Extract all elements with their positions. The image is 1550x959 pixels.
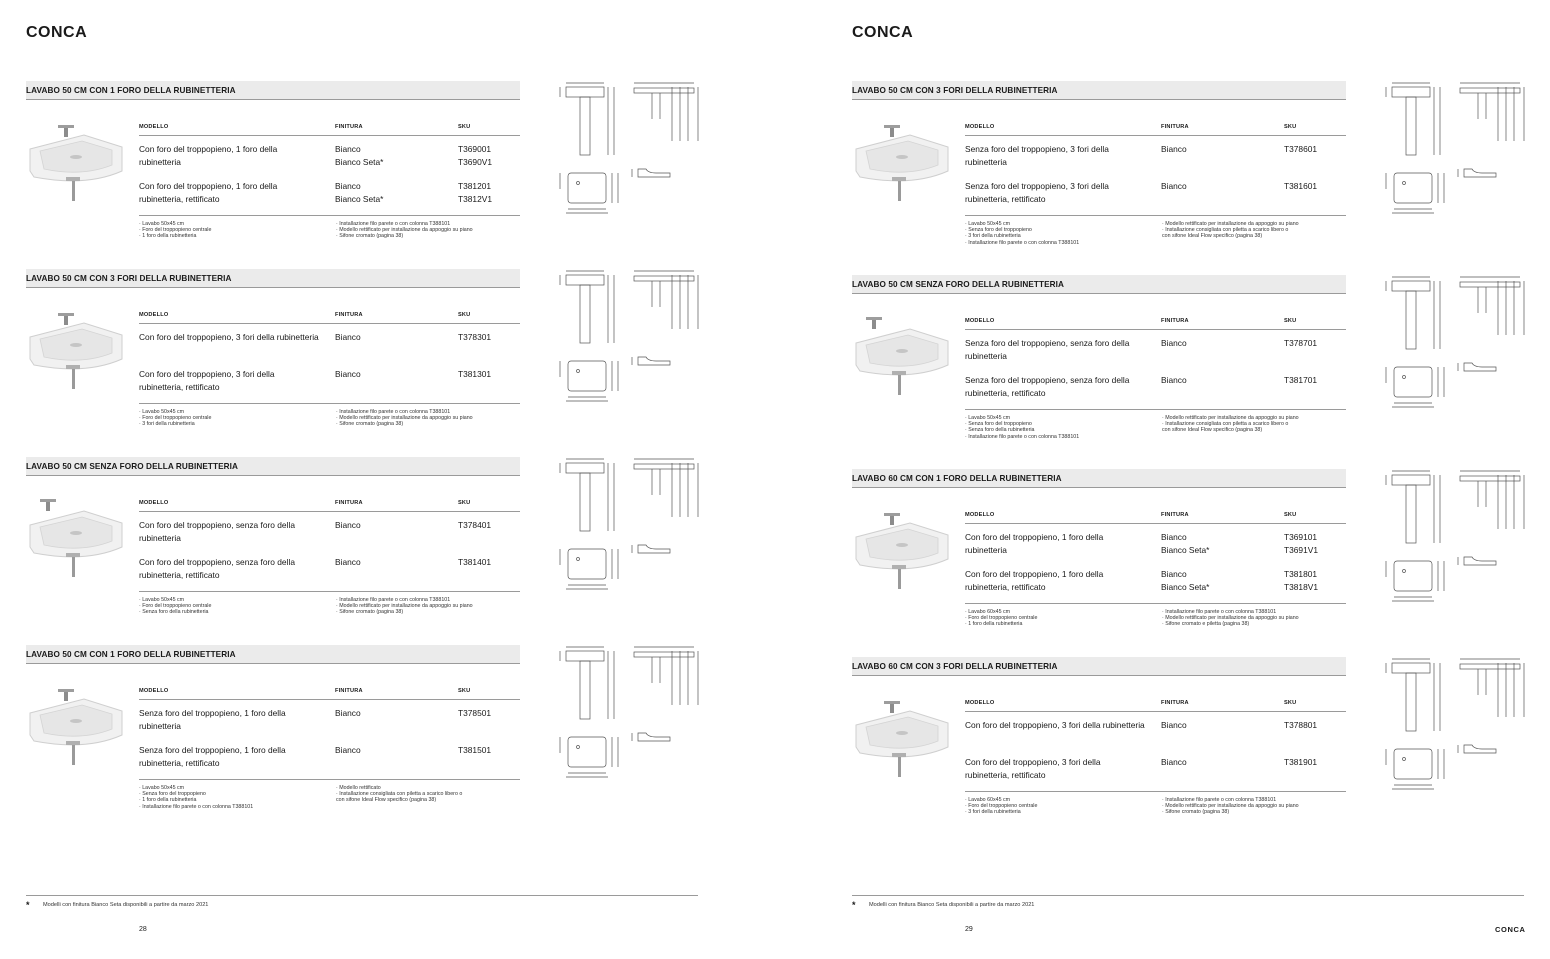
column-header-sku: SKU [458, 124, 471, 130]
finish-cell: Bianco [335, 520, 361, 530]
model-cell: Con foro del troppopieno, 1 foro della rubinetteria, rettificato [965, 569, 1104, 592]
finish-cell: Bianco [335, 332, 361, 342]
footer-rule [139, 779, 520, 780]
model-cell: Senza foro del troppopieno, senza foro della rubinetteria, rettificato [965, 375, 1130, 398]
header-rule [139, 135, 520, 136]
technical-drawing [1378, 273, 1528, 413]
sku-cell: T381901 [1284, 757, 1318, 767]
footer-divider [26, 895, 698, 896]
technical-drawing [552, 267, 702, 407]
table-row [965, 337, 1346, 373]
notes-left: · Lavabo 60x45 cm · Foro del troppopieno centrale · 3 fori della rubinetteria [965, 797, 1038, 816]
notes-right: · Modello rettificato per installazione da appoggio su piano · Installazione consigliata con piletta a scarico libero o con sifone Ideal Flow specifico (pagina 38) [1162, 415, 1299, 434]
footer-rule [965, 215, 1346, 216]
sku-cell: T369001 T3690V1 [458, 144, 492, 167]
page-right [775, 0, 1550, 959]
column-header-modello: MODELLO [139, 312, 169, 318]
table-row [965, 531, 1346, 567]
header-rule [965, 329, 1346, 330]
footnote-star: * [26, 900, 30, 910]
product-section [26, 81, 698, 261]
basin-no-hole-icon [852, 315, 952, 397]
column-header-sku: SKU [458, 312, 471, 318]
header-rule [965, 523, 1346, 524]
column-header-sku: SKU [1284, 512, 1297, 518]
faucet-icon [884, 513, 900, 525]
model-cell: Con foro del troppopieno, 3 fori della rubinetteria [139, 332, 319, 342]
finish-cell: Bianco [1161, 375, 1187, 385]
footnote-star: * [852, 900, 856, 910]
section-heading: LAVABO 60 CM CON 3 FORI DELLA RUBINETTERIA [852, 657, 1346, 676]
column-header-finitura: FINITURA [1161, 318, 1189, 324]
model-cell: Senza foro del troppopieno, 1 foro della rubinetteria [139, 708, 286, 731]
model-cell: Senza foro del troppopieno, 1 foro della rubinetteria, rettificato [139, 745, 286, 768]
header-rule [965, 135, 1346, 136]
sku-cell: T381301 [458, 369, 492, 379]
column-header-modello: MODELLO [139, 500, 169, 506]
model-cell: Con foro del troppopieno, 1 foro della rubinetteria [139, 144, 278, 167]
section-heading: LAVABO 50 CM SENZA FORO DELLA RUBINETTERIA [852, 275, 1346, 294]
model-cell: Con foro del troppopieno, 3 fori della rubinetteria, rettificato [139, 369, 275, 392]
product-section [26, 457, 698, 637]
notes-left: · Lavabo 50x45 cm · Senza foro del troppopieno · Senza foro della rubinetteria · Installazione filo parete o con colonna T388101 [965, 415, 1080, 440]
finish-cell: Bianco [335, 369, 361, 379]
sku-cell: T381401 [458, 557, 492, 567]
basin-3-holes-icon [852, 121, 952, 203]
finish-cell: Bianco [1161, 181, 1187, 191]
sku-cell: T381601 [1284, 181, 1318, 191]
column-header-modello: MODELLO [965, 318, 995, 324]
sku-cell: T378701 [1284, 338, 1318, 348]
model-cell: Senza foro del troppopieno, senza foro della rubinetteria [965, 338, 1130, 361]
column-header-finitura: FINITURA [335, 124, 363, 130]
section-heading: LAVABO 60 CM CON 1 FORO DELLA RUBINETTERIA [852, 469, 1346, 488]
column-header-finitura: FINITURA [335, 312, 363, 318]
footer-rule [139, 591, 520, 592]
notes-right: · Installazione filo parete o con colonna T388101 · Modello rettificato per installazione da appoggio su piano · Sifone cromato e piletta (pagina 38) [1162, 609, 1299, 628]
product-section [26, 269, 698, 449]
section-heading: LAVABO 50 CM CON 3 FORI DELLA RUBINETTERIA [852, 81, 1346, 100]
basin-1-hole-icon [26, 121, 126, 203]
notes-left: · Lavabo 50x45 cm · Senza foro del troppopieno · 3 fori della rubinetteria · Installazione filo parete o con colonna T388101 [965, 221, 1080, 246]
column-header-finitura: FINITURA [1161, 700, 1189, 706]
notes-left: · Lavabo 50x45 cm · Senza foro del troppopieno · 1 foro della rubinetteria · Installazione filo parete o con colonna T388101 [139, 785, 254, 810]
notes-right: · Installazione filo parete o con colonna T388101 · Modello rettificato per installazione da appoggio su piano · Sifone cromato (pagina 38) [336, 409, 473, 428]
sku-cell: T381701 [1284, 375, 1318, 385]
product-section [852, 81, 1524, 261]
notes-right: · Modello rettificato · Installazione consigliata con piletta a scarico libero o con sifone Ideal Flow specifico (pagina 38) [336, 785, 463, 804]
column-header-modello: MODELLO [139, 124, 169, 130]
column-header-sku: SKU [458, 500, 471, 506]
faucet-icon [884, 125, 900, 137]
model-cell: Con foro del troppopieno, senza foro della rubinetteria [139, 520, 295, 543]
notes-left: · Lavabo 60x45 cm · Foro del troppopieno centrale · 1 foro della rubinetteria [965, 609, 1038, 628]
column-header-sku: SKU [1284, 124, 1297, 130]
finish-cell: Bianco [335, 557, 361, 567]
finish-cell: Bianco [335, 745, 361, 755]
column-header-sku: SKU [1284, 700, 1297, 706]
faucet-icon [884, 701, 900, 713]
column-header-finitura: FINITURA [335, 688, 363, 694]
column-header-finitura: FINITURA [1161, 512, 1189, 518]
footer-divider [852, 895, 1524, 896]
basin-3-holes-icon [852, 697, 952, 779]
product-section [26, 645, 698, 825]
model-cell: Con foro del troppopieno, senza foro della rubinetteria, rettificato [139, 557, 295, 580]
basin-3-holes-icon [26, 309, 126, 391]
table-row [139, 368, 520, 404]
model-cell: Con foro del troppopieno, 3 fori della rubinetteria [965, 720, 1145, 730]
finish-cell: Bianco [335, 708, 361, 718]
basin-1-hole-icon [852, 509, 952, 591]
technical-drawing [1378, 467, 1528, 607]
sku-cell: T378601 [1284, 144, 1318, 154]
page-title: CONCA [26, 24, 88, 41]
column-header-sku: SKU [1284, 318, 1297, 324]
model-cell: Senza foro del troppopieno, 3 fori della rubinetteria, rettificato [965, 181, 1109, 204]
table-row [965, 756, 1346, 792]
sku-cell: T378301 [458, 332, 492, 342]
header-rule [139, 323, 520, 324]
section-heading: LAVABO 50 CM CON 1 FORO DELLA RUBINETTERIA [26, 81, 520, 100]
finish-cell: Bianco Bianco Seta* [335, 144, 384, 167]
table-row [965, 719, 1346, 755]
finish-cell: Bianco Bianco Seta* [1161, 569, 1210, 592]
section-heading: LAVABO 50 CM CON 1 FORO DELLA RUBINETTERIA [26, 645, 520, 664]
finish-cell: Bianco [1161, 338, 1187, 348]
faucet-icon [58, 313, 74, 325]
product-section [852, 275, 1524, 455]
column-header-sku: SKU [458, 688, 471, 694]
footer-rule [139, 215, 520, 216]
table-row [965, 180, 1346, 216]
page-number: 29 [965, 926, 973, 933]
notes-right: · Installazione filo parete o con colonna T388101 · Modello rettificato per installazione da appoggio su piano · Sifone cromato (pagina 38) [336, 597, 473, 616]
table-row [139, 744, 520, 780]
brand-footer: CONCA [1495, 925, 1526, 934]
basin-no-hole-icon [26, 497, 126, 579]
sku-cell: T381201 T3812V1 [458, 181, 492, 204]
notes-right: · Modello rettificato per installazione da appoggio su piano · Installazione consigliata con piletta a scarico libero o con sifone Ideal Flow specifico (pagina 38) [1162, 221, 1299, 240]
model-cell: Senza foro del troppopieno, 3 fori della rubinetteria [965, 144, 1109, 167]
sku-cell: T378501 [458, 708, 492, 718]
technical-drawing [552, 79, 702, 219]
table-row [139, 180, 520, 216]
faucet-icon [58, 689, 74, 701]
footer-rule [965, 603, 1346, 604]
table-row [139, 331, 520, 367]
notes-right: · Installazione filo parete o con colonna T388101 · Modello rettificato per installazione da appoggio su piano · Sifone cromato (pagina 38) [336, 221, 473, 240]
finish-cell: Bianco [1161, 757, 1187, 767]
product-section [852, 657, 1524, 837]
notes-left: · Lavabo 50x45 cm · Foro del troppopieno centrale · 3 fori della rubinetteria [139, 409, 212, 428]
model-cell: Con foro del troppopieno, 1 foro della rubinetteria [965, 532, 1104, 555]
finish-cell: Bianco [1161, 144, 1187, 154]
column-header-finitura: FINITURA [1161, 124, 1189, 130]
technical-drawing [1378, 79, 1528, 219]
technical-drawing [552, 643, 702, 783]
faucet-icon [40, 499, 56, 511]
notes-right: · Installazione filo parete o con colonna T388101 · Modello rettificato per installazione da appoggio su piano · Sifone cromato (pagina 38) [1162, 797, 1299, 816]
sku-cell: T378401 [458, 520, 492, 530]
sku-cell: T378801 [1284, 720, 1318, 730]
table-row [139, 519, 520, 555]
column-header-finitura: FINITURA [335, 500, 363, 506]
finish-cell: Bianco Bianco Seta* [1161, 532, 1210, 555]
column-header-modello: MODELLO [965, 700, 995, 706]
finish-cell: Bianco [1161, 720, 1187, 730]
technical-drawing [552, 455, 702, 595]
table-row [965, 568, 1346, 604]
page-number: 28 [139, 926, 147, 933]
notes-left: · Lavabo 50x45 cm · Foro del troppopieno centrale · 1 foro della rubinetteria [139, 221, 212, 240]
footer-rule [965, 409, 1346, 410]
header-rule [139, 699, 520, 700]
basin-1-hole-icon [26, 685, 126, 767]
footnote: Modelli con finitura Bianco Seta disponibili a partire da marzo 2021 [43, 902, 209, 908]
sku-cell: T381501 [458, 745, 492, 755]
section-heading: LAVABO 50 CM SENZA FORO DELLA RUBINETTERIA [26, 457, 520, 476]
page-title: CONCA [852, 24, 914, 41]
column-header-modello: MODELLO [965, 124, 995, 130]
notes-left: · Lavabo 50x45 cm · Foro del troppopieno centrale · Senza foro della rubinetteria [139, 597, 212, 616]
table-row [965, 143, 1346, 179]
header-rule [965, 711, 1346, 712]
header-rule [139, 511, 520, 512]
footer-rule [965, 791, 1346, 792]
model-cell: Con foro del troppopieno, 1 foro della rubinetteria, rettificato [139, 181, 278, 204]
faucet-icon [866, 317, 882, 329]
product-section [852, 469, 1524, 649]
table-row [139, 556, 520, 592]
technical-drawing [1378, 655, 1528, 795]
table-row [139, 707, 520, 743]
footnote: Modelli con finitura Bianco Seta disponibili a partire da marzo 2021 [869, 902, 1035, 908]
column-header-modello: MODELLO [139, 688, 169, 694]
sku-cell: T381801 T3818V1 [1284, 569, 1318, 592]
table-row [139, 143, 520, 179]
footer-rule [139, 403, 520, 404]
model-cell: Con foro del troppopieno, 3 fori della rubinetteria, rettificato [965, 757, 1101, 780]
column-header-modello: MODELLO [965, 512, 995, 518]
faucet-icon [58, 125, 74, 137]
section-heading: LAVABO 50 CM CON 3 FORI DELLA RUBINETTERIA [26, 269, 520, 288]
sku-cell: T369101 T3691V1 [1284, 532, 1318, 555]
finish-cell: Bianco Bianco Seta* [335, 181, 384, 204]
table-row [965, 374, 1346, 410]
